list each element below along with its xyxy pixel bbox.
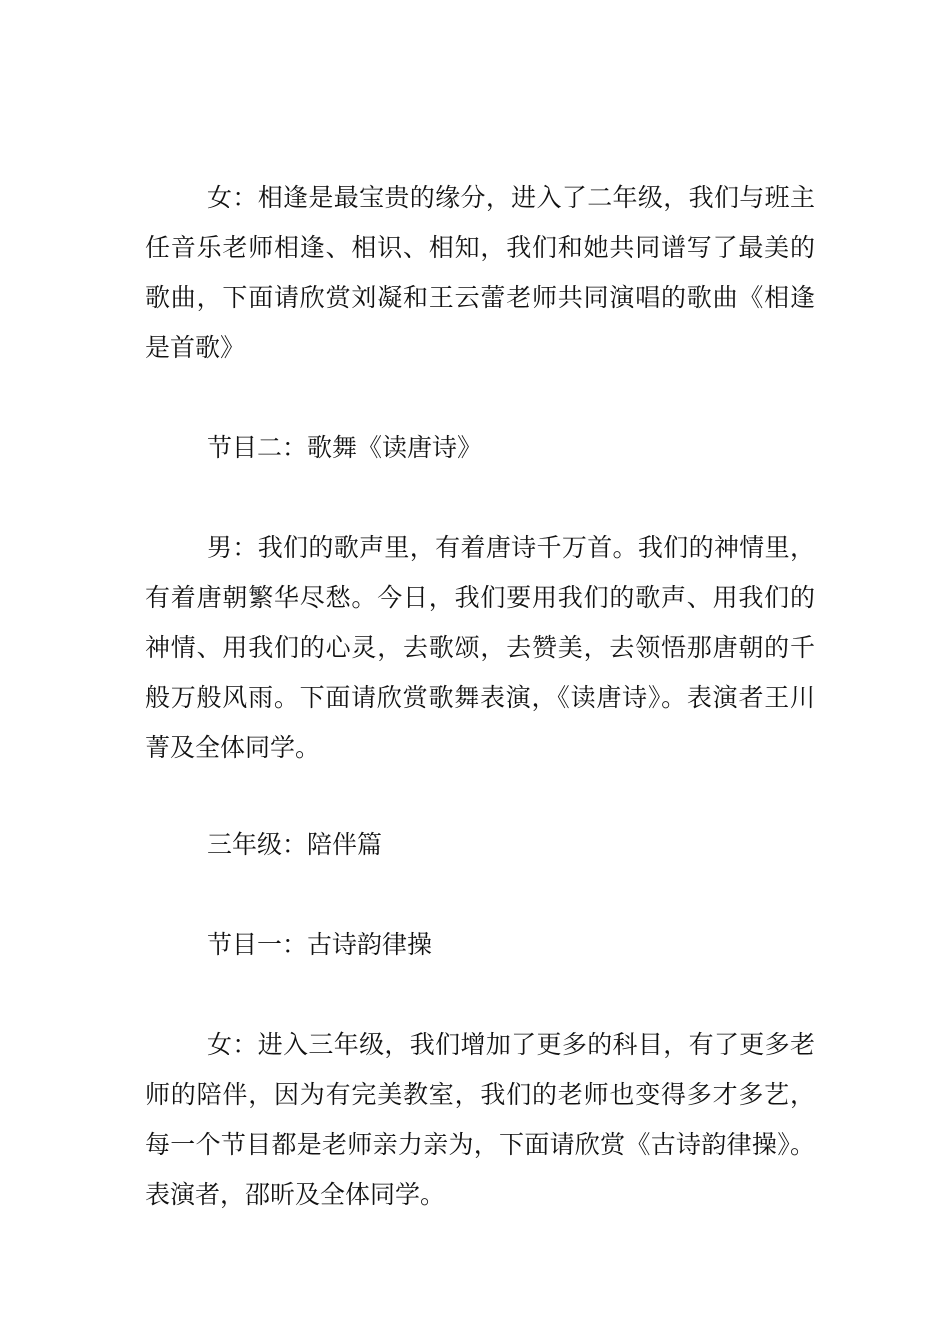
heading-grade-three: 三年级：陪伴篇 [207, 830, 383, 859]
heading-program-one: 节目一：古诗韵律操 [207, 930, 433, 959]
paragraph-female-host-2: 女：进入三年级，我们增加了更多的科目，有了更多老师的陪伴，因为有完美教室，我们的老师也变得多才多艺，每一个节目都是老师亲力亲为，下面请欣赏《古诗韵律操》。表演者，邵昕及全体同学。 [145, 1030, 815, 1209]
paragraph-female-host-1: 女：相逢是最宝贵的缘分，进入了二年级，我们与班主任音乐老师相逢、相识、相知，我们和她共同谱写了最美的歌曲，下面请欣赏刘凝和王云蕾老师共同演唱的歌曲《相逢是首歌》 [145, 183, 815, 362]
paragraph-male-host: 男：我们的歌声里，有着唐诗千万首。我们的神情里，有着唐朝繁华尽愁。今日，我们要用我们的歌声、用我们的神情、用我们的心灵，去歌颂，去赞美，去领悟那唐朝的千般万般风雨。下面请欣赏歌舞表演，《读唐诗》。表演者王川菁及全体同学。 [145, 533, 815, 762]
heading-program-two: 节目二：歌舞《读唐诗》 [207, 433, 483, 462]
